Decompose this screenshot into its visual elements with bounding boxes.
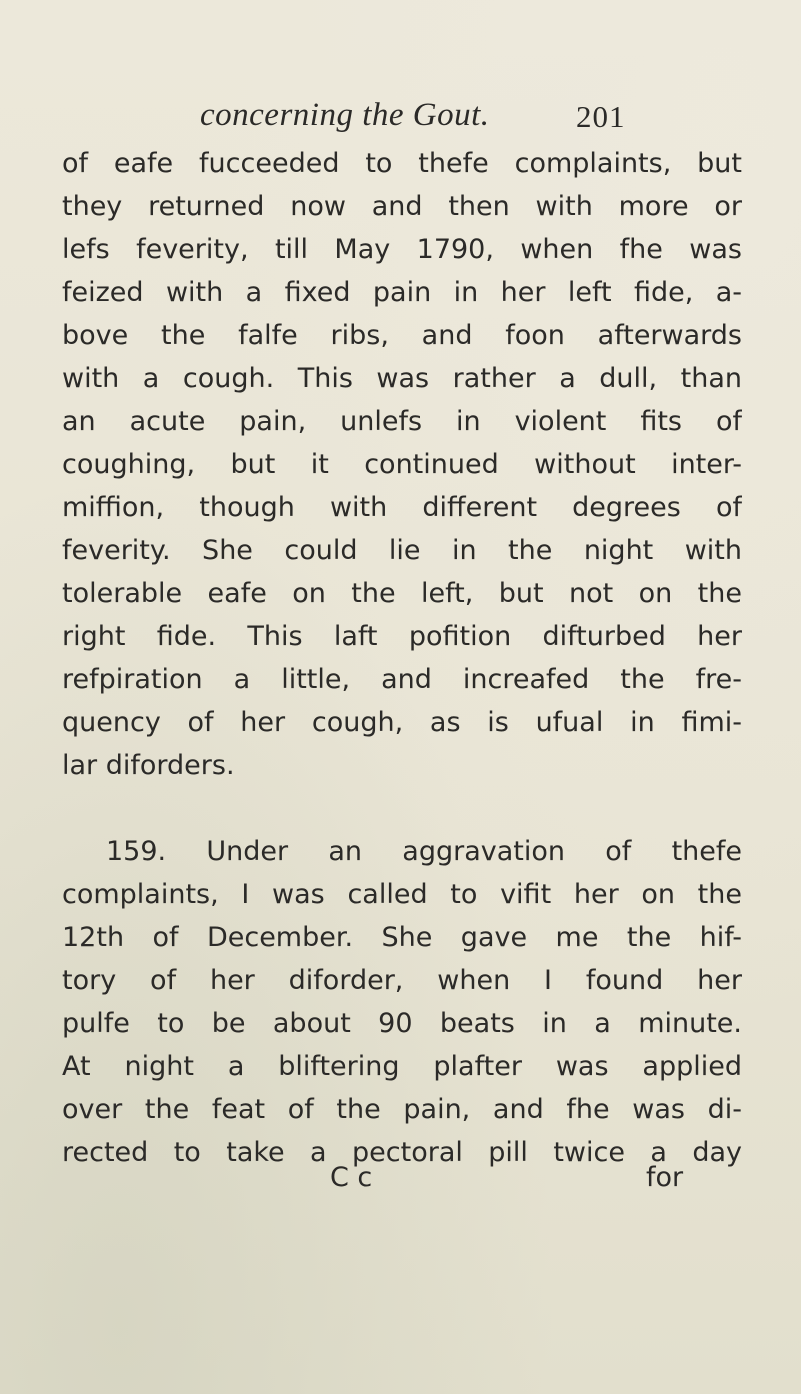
text-line: miffion, though with different degrees of [62,492,742,523]
text-line: over the feat of the pain, and fhe was di- [62,1094,742,1125]
signature-mark: C c [330,1162,373,1193]
text-line: quency of her cough, as is ufual in fimi- [62,707,742,738]
running-head [200,97,640,137]
text-line: lar diforders. [62,750,235,781]
text-line: refpiration a little, and increafed the fre- [62,664,742,695]
text-line: lefs feverity, till May 1790, when fhe was [62,234,742,265]
paragraph-1 [62,142,742,787]
page-footer [62,1156,742,1199]
text-line: of eafe fucceeded to thefe complaints, but [62,148,742,179]
text-line: At night a bliftering plafter was applied [62,1051,742,1082]
paragraph-gap [62,787,742,830]
body-text [62,142,742,1174]
text-line: coughing, but it continued without inter- [62,449,742,480]
page-number: 201 [576,99,626,134]
text-line: 12th of December. She gave me the hif- [62,922,742,953]
text-line: tolerable eafe on the left, but not on the [62,578,742,609]
text-line: feized with a fixed pain in her left fide, a- [62,277,742,308]
text-line: they returned now and then with more or [62,191,742,222]
text-line: bove the falfe ribs, and foon afterwards [62,320,742,351]
text-line: feverity. She could lie in the night with [62,535,742,566]
text-line: complaints, I was called to vifit her on the [62,879,742,910]
text-line: an acute pain, unlefs in violent fits of [62,406,742,437]
paragraph-2 [62,830,742,1174]
text-line: right fide. This laft pofition difturbed her [62,621,742,652]
text-line: rected to take a pectoral pill twice a day [62,1137,742,1168]
catchword: for [646,1162,684,1193]
text-line: tory of her diforder, when I found her [62,965,742,996]
text-line: pulfe to be about 90 beats in a minute. [62,1008,742,1039]
text-line: with a cough. This was rather a dull, than [62,363,742,394]
running-title: concerning the Gout. [200,97,490,133]
text-line: 159. Under an aggravation of thefe [106,836,742,867]
